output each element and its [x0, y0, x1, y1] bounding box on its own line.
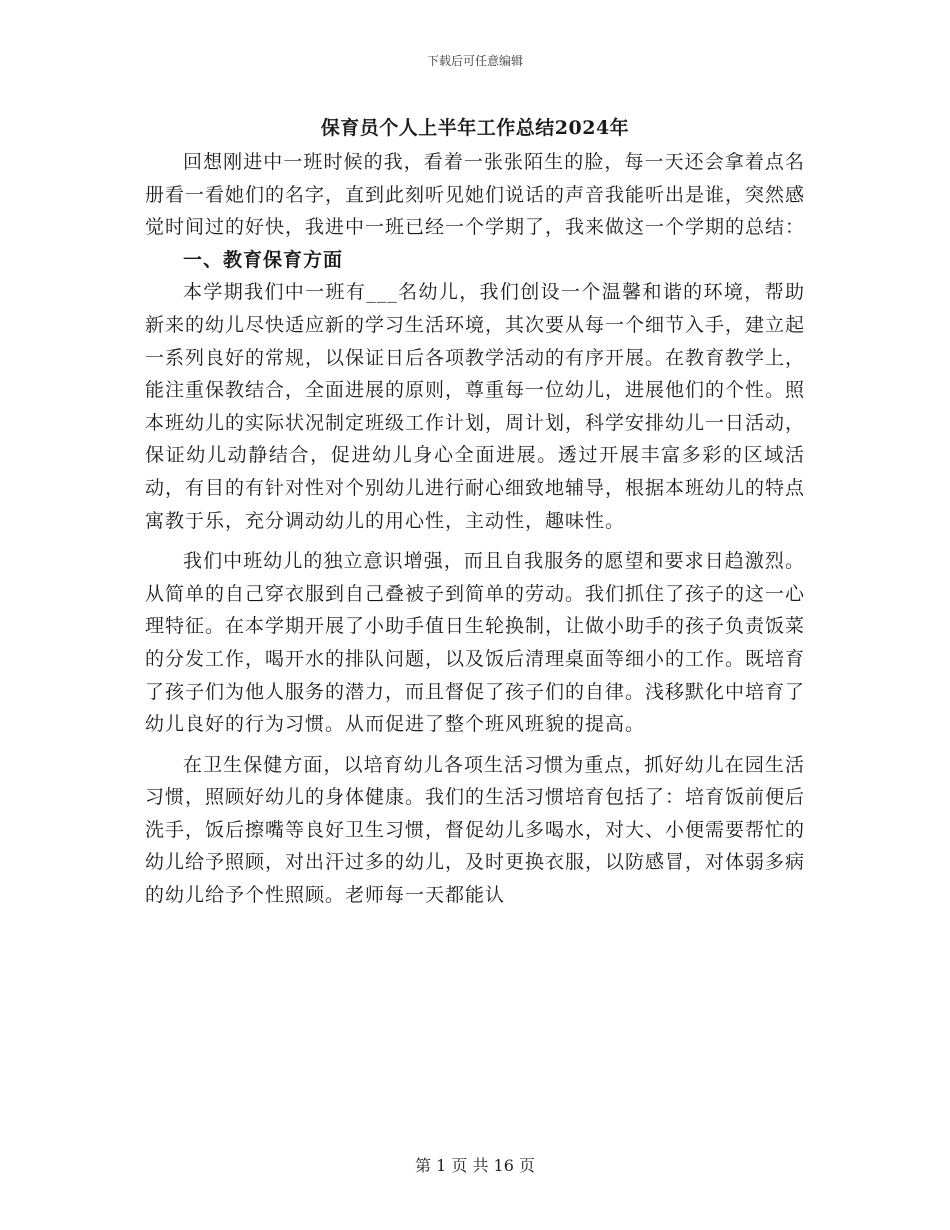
paragraph-intro: 回想刚进中一班时候的我，看着一张张陌生的脸，每一天还会拿着点名册看一看她们的名字，直到此刻听见她们说话的声音我能听出是谁，突然感觉时间过的好快，我进中一班已经一个学期了，我来做这一个学期的总结： — [145, 151, 806, 239]
section-heading: 一、教育保育方面 — [183, 248, 344, 271]
page-footer: 第 1 页 共 16 页 — [415, 1156, 535, 1175]
document-title: 保育员个人上半年工作总结2024年 — [320, 117, 630, 139]
paragraph-health: 在卫生保健方面，以培育幼儿各项生活习惯为重点，抓好幼儿在园生活习惯，照顾好幼儿的身体健康。我们的生活习惯培育包括了：培育饭前便后洗手，饭后擦嘴等良好卫生习惯，督促幼儿多喝水，对大、小便需要帮忙的幼儿给予照顾，对出汗过多的幼儿，及时更换衣服，以防感冒，对体弱多病的幼儿给予个性照顾。老师每一天都能认 — [145, 753, 806, 907]
document-body — [145, 146, 805, 912]
paragraph-self-service: 我们中班幼儿的独立意识增强，而且自我服务的愿望和要求日趋激烈。从简单的自己穿衣服到自己叠被子到简单的劳动。我们抓住了孩子的这一心理特征。在本学期开展了小助手值日生轮换制，让做小助手的孩子负责饭菜的分发工作，喝开水的排队问题，以及饭后清理桌面等细小的工作。既培育了孩子们为他人服务的潜力，而且督促了孩子们的自律。浅移默化中培育了幼儿良好的行为习惯。从而促进了整个班风班貌的提高。 — [145, 550, 806, 736]
paragraph-education: 本学期我们中一班有___名幼儿，我们创设一个温馨和谐的环境，帮助新来的幼儿尽快适应新的学习生活环境，其次要从每一个细节入手，建立起一系列良好的常规，以保证日后各项教学活动的有序开展。在教育教学上，能注重保教结合，全面进展的原则，尊重每一位幼儿，进展他们的个性。照本班幼儿的实际状况制定班级工作计划，周计划，科学安排幼儿一日活动，保证幼儿动静结合，促进幼儿身心全面进展。透过开展丰富多彩的区域活动，有目的有针对性对个别幼儿进行耐心细致地辅导，根据本班幼儿的特点寓教于乐，充分调动幼儿的用心性，主动性，趣味性。 — [145, 281, 806, 532]
header-note: 下载后可任意编辑 — [426, 54, 523, 68]
